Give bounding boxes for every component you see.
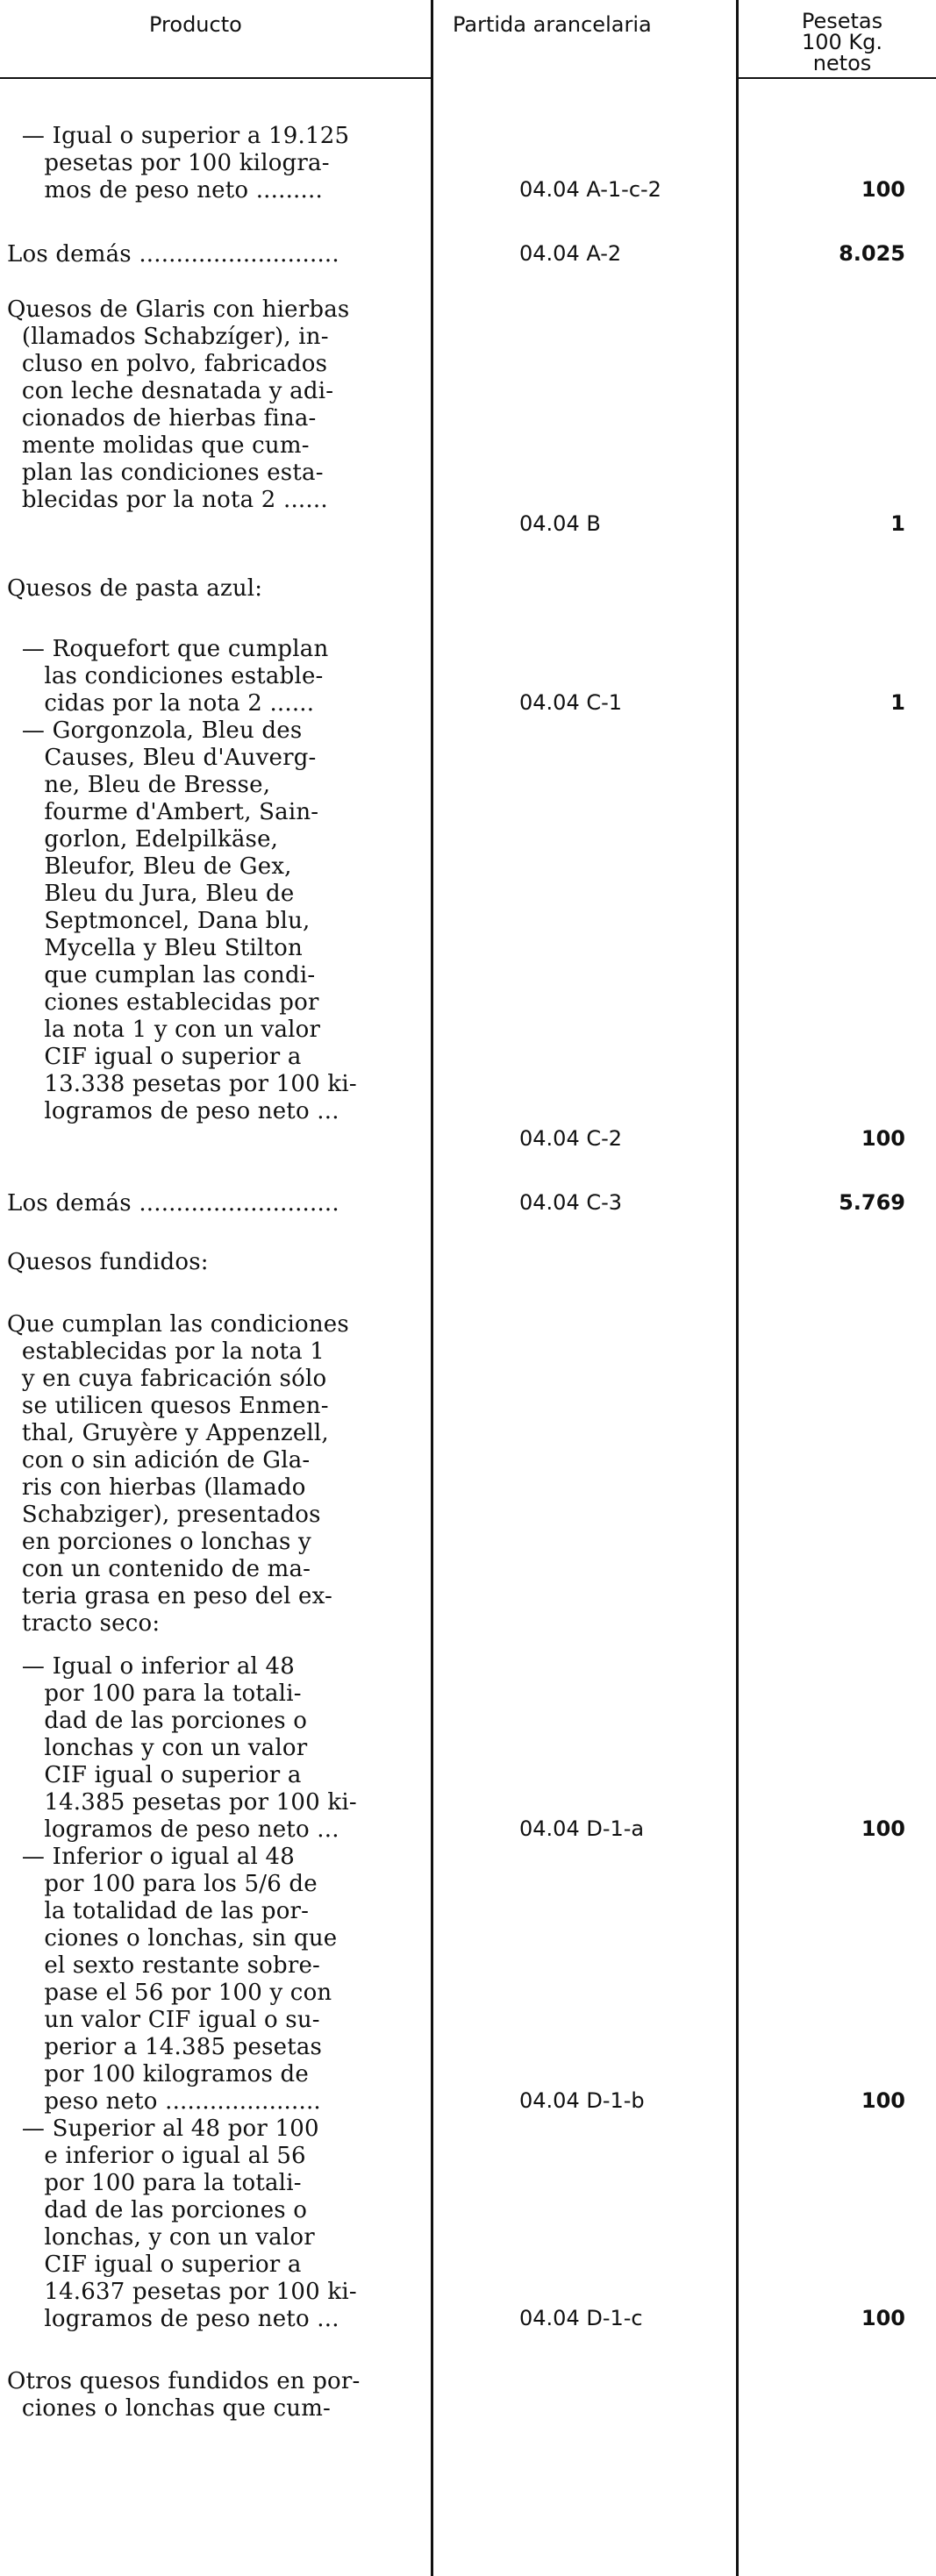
row-tariff-code: 04.04 C-3 <box>519 1190 623 1215</box>
row-value: 1 <box>890 690 905 715</box>
row-tariff-code: 04.04 D-1-b <box>519 2088 645 2113</box>
row-tariff-code: 04.04 A-1-c-2 <box>519 177 661 202</box>
row-value: 100 <box>861 177 905 202</box>
row-description: Los demás ........................... <box>7 241 339 268</box>
header-pesetas <box>772 11 912 74</box>
row-description: — Gorgonzola, Bleu des Causes, Bleu d'Auverg- ne, Bleu de Bresse, fourme d'Ambert, Sain- gorlon, Edelpilkäse, Bleufor, Bleu de Gex, Bleu du Jura, Bleu de Septmoncel, Dana blu, Mycella y Bleu Stilton que cumplan las condi- ciones establecidas por la nota 1 y con un valor CIF igual o superior a 13.338 pesetas por 100 ki- logramos de peso neto ... <box>21 717 357 1124</box>
row-value: 100 <box>861 1126 905 1151</box>
row-value: 8.025 <box>839 241 905 266</box>
row-tariff-code: 04.04 D-1-c <box>519 2306 643 2330</box>
row-tariff-code: 04.04 C-1 <box>519 690 623 715</box>
row-tariff-code: 04.04 C-2 <box>519 1126 623 1151</box>
row-value: 100 <box>861 2088 905 2113</box>
row-description: Que cumplan las condiciones establecidas por la nota 1 y en cuya fabricación sólo se utilicen quesos Enmen- thal, Gruyère y Appenzell, con o sin adición de Gla- ris con hierbas (llamado Schabziger), presentados en porciones o lonchas y con un contenido de ma- teria grasa en peso del ex- tracto seco: <box>7 1311 349 1637</box>
row-description: Otros quesos fundidos en por- ciones o lonchas que cum- <box>7 2368 361 2422</box>
row-tariff-code: 04.04 A-2 <box>519 241 622 266</box>
row-tariff-code: 04.04 B <box>519 511 601 536</box>
column-divider-right <box>736 0 739 2576</box>
header-producto: Producto <box>149 12 242 37</box>
row-tariff-code: 04.04 D-1-a <box>519 1816 645 1841</box>
row-description: — Igual o superior a 19.125 pesetas por 100 kilogra- mos de peso neto ......... <box>21 123 350 203</box>
row-description: Quesos de Glaris con hierbas (llamados Schabzíger), in- cluso en polvo, fabricados con leche desnatada y adi- cionados de hierbas fina- mente molidas que cum- plan las condiciones esta- blecidas por la nota 2 ...... <box>7 296 350 513</box>
header-pesetas-line2: 100 Kg. netos <box>801 30 883 75</box>
row-description: — Roquefort que cumplan las condiciones estable- cidas por la nota 2 ...... <box>21 636 329 717</box>
row-value: 100 <box>861 1816 905 1841</box>
row-description: Quesos fundidos: <box>7 1249 209 1275</box>
header-pesetas-line1: Pesetas <box>801 9 883 33</box>
row-description: Los demás ........................... <box>7 1190 339 1217</box>
column-divider-left <box>431 0 433 2576</box>
header-rule-right <box>736 77 936 79</box>
row-description: — Superior al 48 por 100 e inferior o igual al 56 por 100 para la totali- dad de las porciones o lonchas, y con un valor CIF igual o superior a 14.637 pesetas por 100 ki- logramos de peso neto ... <box>21 2116 357 2332</box>
row-value: 5.769 <box>839 1190 905 1215</box>
row-description: — Inferior o igual al 48 por 100 para los 5/6 de la totalidad de las por- ciones o lonchas, sin que el sexto restante sobre- pase el 56 por 100 y con un valor CIF igual o su- perior a 14.385 pesetas por 100 kilogramos de peso neto ..................... <box>21 1844 338 2115</box>
header-partida: Partida arancelaria <box>453 12 652 37</box>
row-value: 1 <box>890 511 905 536</box>
header-rule-left <box>0 77 432 79</box>
row-value: 100 <box>861 2306 905 2330</box>
row-description: — Igual o inferior al 48 por 100 para la totali- dad de las porciones o lonchas y con un valor CIF igual o superior a 14.385 pesetas por 100 ki- logramos de peso neto ... <box>21 1653 357 1843</box>
row-description: Quesos de pasta azul: <box>7 575 263 602</box>
